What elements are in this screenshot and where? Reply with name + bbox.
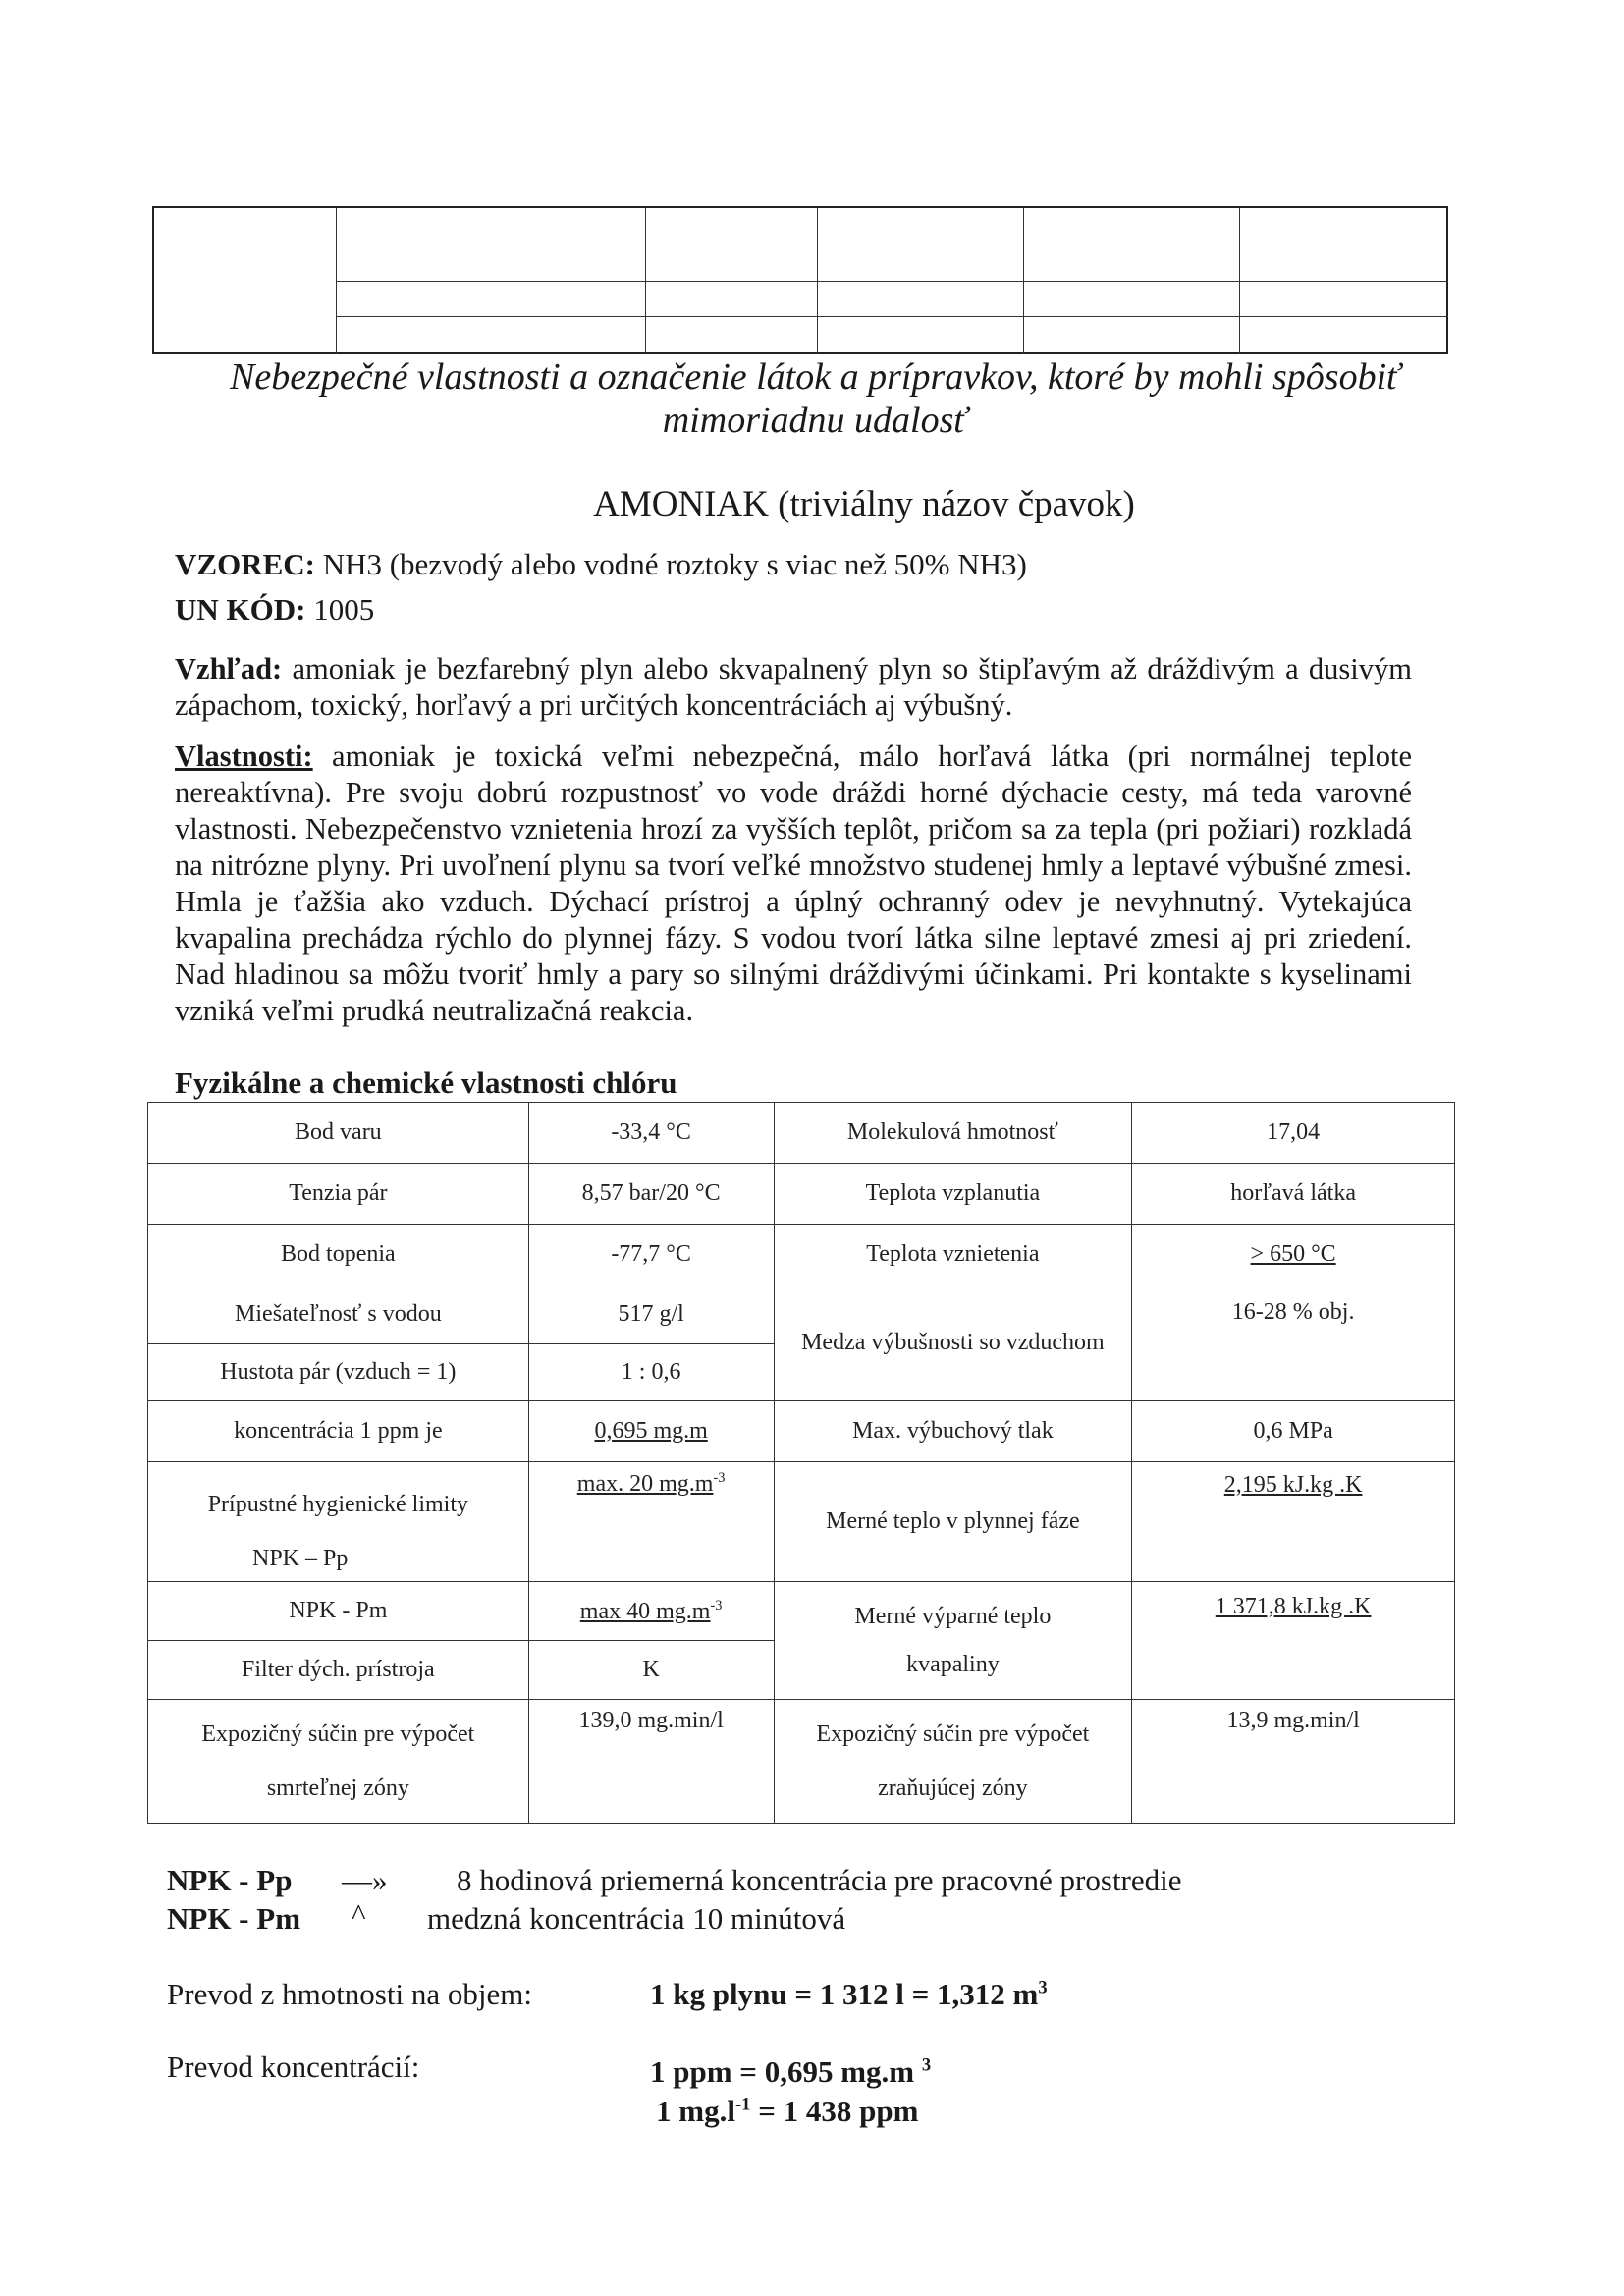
table-cell: Teplota vzplanutia bbox=[774, 1164, 1132, 1225]
header-grid bbox=[152, 206, 1448, 354]
exponent: 3 bbox=[921, 2054, 932, 2076]
table-cell: 13,9 mg.min/l bbox=[1132, 1700, 1455, 1824]
properties-table bbox=[147, 1102, 1455, 1824]
table-row bbox=[148, 1700, 1455, 1824]
table-cell: NPK - Pm bbox=[148, 1582, 529, 1641]
table-cell bbox=[774, 1700, 1132, 1824]
document-title: Nebezpečné vlastnosti a označenie látok a prípravkov, ktoré by mohli spôsobiť mimoriadnu udalosť bbox=[230, 356, 1400, 441]
un-value: 1005 bbox=[313, 592, 375, 627]
vaporization-heat-label: Merné výparné teplo bbox=[854, 1603, 1052, 1629]
exponent: -3 bbox=[713, 1470, 726, 1486]
npk-pp-value: max. 20 mg.m bbox=[576, 1471, 714, 1497]
table-cell: 0,6 MPa bbox=[1132, 1401, 1455, 1462]
table-cell: Filter dých. prístroja bbox=[148, 1641, 529, 1700]
table-cell: -33,4 °C bbox=[528, 1103, 774, 1164]
exponent: 3 bbox=[1038, 1977, 1048, 1998]
legend-pm-arrow: ^ bbox=[352, 1897, 366, 1932]
injury-zone-label: Expozičný súčin pre výpočet bbox=[816, 1721, 1090, 1747]
table-cell: Bod topenia bbox=[148, 1225, 529, 1285]
formula-label: VZOREC: bbox=[175, 547, 315, 581]
properties-text: amoniak je toxická veľmi nebezpečná, málo horľavá látka (pri normálnej teplote nereaktívna). Pre svoju dobrú rozpustnosť vo vode dráždi horné dýchacie cesty, má teda varovné vlastnosti. Nebezpečenstvo vznietenia hrozí za vyšších teplôt, pričom sa za tepla (pri požiari) rozkladá na nitrózne plyny. Pri uvoľnení plynu sa tvorí veľké množstvo studenej hmly a leptavé výbušné zmesi. Hmla je ťažšia ako vzduch. Dýchací prístroj a úplný ochranný odev je nevyhnutný. Vytekajúca kvapalina prechádza rýchlo do plynnej fázy. S vodou tvorí látka silne leptavé zmesi aj pri zriedení. Nad hladinou sa môžu tvoriť hmly a pary so silnými dráždivými účinkami. Pri kontakte s kyselinami vzniká veľmi prudká neutralizačná reakcia. bbox=[175, 739, 1413, 1027]
table-cell bbox=[148, 1700, 529, 1824]
table-cell: horľavá látka bbox=[1132, 1164, 1455, 1225]
conversion-conc-label: Prevod koncentrácií: bbox=[167, 2050, 420, 2084]
substance-heading: AMONIAK (triviálny názov čpavok) bbox=[593, 484, 1135, 524]
legend-pm-label: NPK - Pm bbox=[167, 1901, 301, 1936]
legend-pp-label: NPK - Pp bbox=[167, 1863, 293, 1897]
injury-zone-label-2: zraňujúcej zóny bbox=[878, 1775, 1028, 1801]
table-title: Fyzikálne a chemické vlastnosti chlóru bbox=[175, 1066, 677, 1100]
table-cell: K bbox=[528, 1641, 774, 1700]
table-cell: Merné teplo v plynnej fáze bbox=[774, 1462, 1132, 1582]
table-cell: 2,195 kJ.kg .K bbox=[1132, 1462, 1455, 1582]
table-cell: Hustota pár (vzduch = 1) bbox=[148, 1344, 529, 1401]
table-cell: Teplota vznietenia bbox=[774, 1225, 1132, 1285]
properties-label: Vlastnosti: bbox=[175, 739, 313, 773]
table-cell bbox=[148, 1462, 529, 1582]
table-cell: Max. výbuchový tlak bbox=[774, 1401, 1132, 1462]
appearance-paragraph bbox=[175, 651, 1412, 724]
vaporization-heat-label-2: kvapaliny bbox=[906, 1651, 1000, 1677]
table-cell: 517 g/l bbox=[528, 1285, 774, 1344]
table-cell: Miešateľnosť s vodou bbox=[148, 1285, 529, 1344]
table-row bbox=[148, 1401, 1455, 1462]
lethal-zone-label-2: smrteľnej zóny bbox=[266, 1775, 409, 1801]
properties-paragraph bbox=[175, 738, 1412, 1029]
table-row bbox=[148, 1285, 1455, 1344]
table-cell: 1 371,8 kJ.kg .K bbox=[1132, 1582, 1455, 1700]
npk-pp-label: NPK – Pp bbox=[252, 1545, 349, 1571]
un-code-line bbox=[175, 591, 1412, 629]
legend-pm-text: medzná koncentrácia 10 minútová bbox=[427, 1901, 846, 1936]
conversion-mass-text: 1 kg plynu = 1 312 l = 1,312 m bbox=[650, 1977, 1039, 2011]
table-cell: 8,57 bar/20 °C bbox=[528, 1164, 774, 1225]
table-cell: 1 : 0,6 bbox=[528, 1344, 774, 1401]
conversion-conc-text-2b: = 1 438 ppm bbox=[750, 2094, 919, 2128]
table-cell: Molekulová hmotnosť bbox=[774, 1103, 1132, 1164]
table-cell: Medza výbušnosti so vzduchom bbox=[774, 1285, 1132, 1401]
table-cell: koncentrácia 1 ppm je bbox=[148, 1401, 529, 1462]
table-row bbox=[148, 1582, 1455, 1641]
table-cell: 0,695 mg.m bbox=[528, 1401, 774, 1462]
conversion-mass-value bbox=[650, 1977, 1048, 2012]
table-cell: > 650 °C bbox=[1132, 1225, 1455, 1285]
conversion-mass-label: Prevod z hmotnosti na objem: bbox=[167, 1977, 532, 2011]
formula-line bbox=[175, 546, 1412, 583]
formula-value: NH3 (bezvodý alebo vodné roztoky s viac než 50% NH3) bbox=[322, 547, 1027, 581]
lethal-zone-label: Expozičný súčin pre výpočet bbox=[201, 1721, 475, 1747]
table-cell: Tenzia pár bbox=[148, 1164, 529, 1225]
conversion-conc-text-1: 1 ppm = 0,695 mg.m bbox=[650, 2054, 915, 2089]
table-row bbox=[148, 1225, 1455, 1285]
table-row bbox=[148, 1462, 1455, 1582]
npk-pm-value: max 40 mg.m bbox=[579, 1598, 711, 1624]
table-row bbox=[148, 1164, 1455, 1225]
limits-label: Prípustné hygienické limity bbox=[207, 1491, 469, 1517]
table-cell bbox=[774, 1582, 1132, 1700]
exponent: -3 bbox=[710, 1597, 723, 1613]
table-cell: Bod varu bbox=[148, 1103, 529, 1164]
legend-pp-arrow: —» bbox=[342, 1863, 388, 1897]
conversion-conc-text-2a: 1 mg.l bbox=[656, 2094, 735, 2128]
appearance-text: amoniak je bezfarebný plyn alebo skvapalnený plyn so štipľavým až dráždivým a dusivým zápachom, toxický, horľavý a pri určitých koncentráciách aj výbušný. bbox=[175, 652, 1413, 722]
conversion-conc-value-2 bbox=[656, 2094, 918, 2129]
table-cell: 139,0 mg.min/l bbox=[528, 1700, 774, 1824]
table-cell bbox=[528, 1582, 774, 1641]
exponent: -1 bbox=[734, 2094, 751, 2115]
table-row bbox=[148, 1103, 1455, 1164]
legend-pp-text: 8 hodinová priemerná koncentrácia pre pracovné prostredie bbox=[457, 1863, 1182, 1897]
table-cell: 16-28 % obj. bbox=[1132, 1285, 1455, 1401]
table-cell: -77,7 °C bbox=[528, 1225, 774, 1285]
table-cell bbox=[528, 1462, 774, 1582]
un-label: UN KÓD: bbox=[175, 592, 306, 627]
appearance-label: Vzhľad: bbox=[175, 652, 283, 685]
table-cell: 17,04 bbox=[1132, 1103, 1455, 1164]
conversion-conc-value-1 bbox=[650, 2054, 931, 2090]
